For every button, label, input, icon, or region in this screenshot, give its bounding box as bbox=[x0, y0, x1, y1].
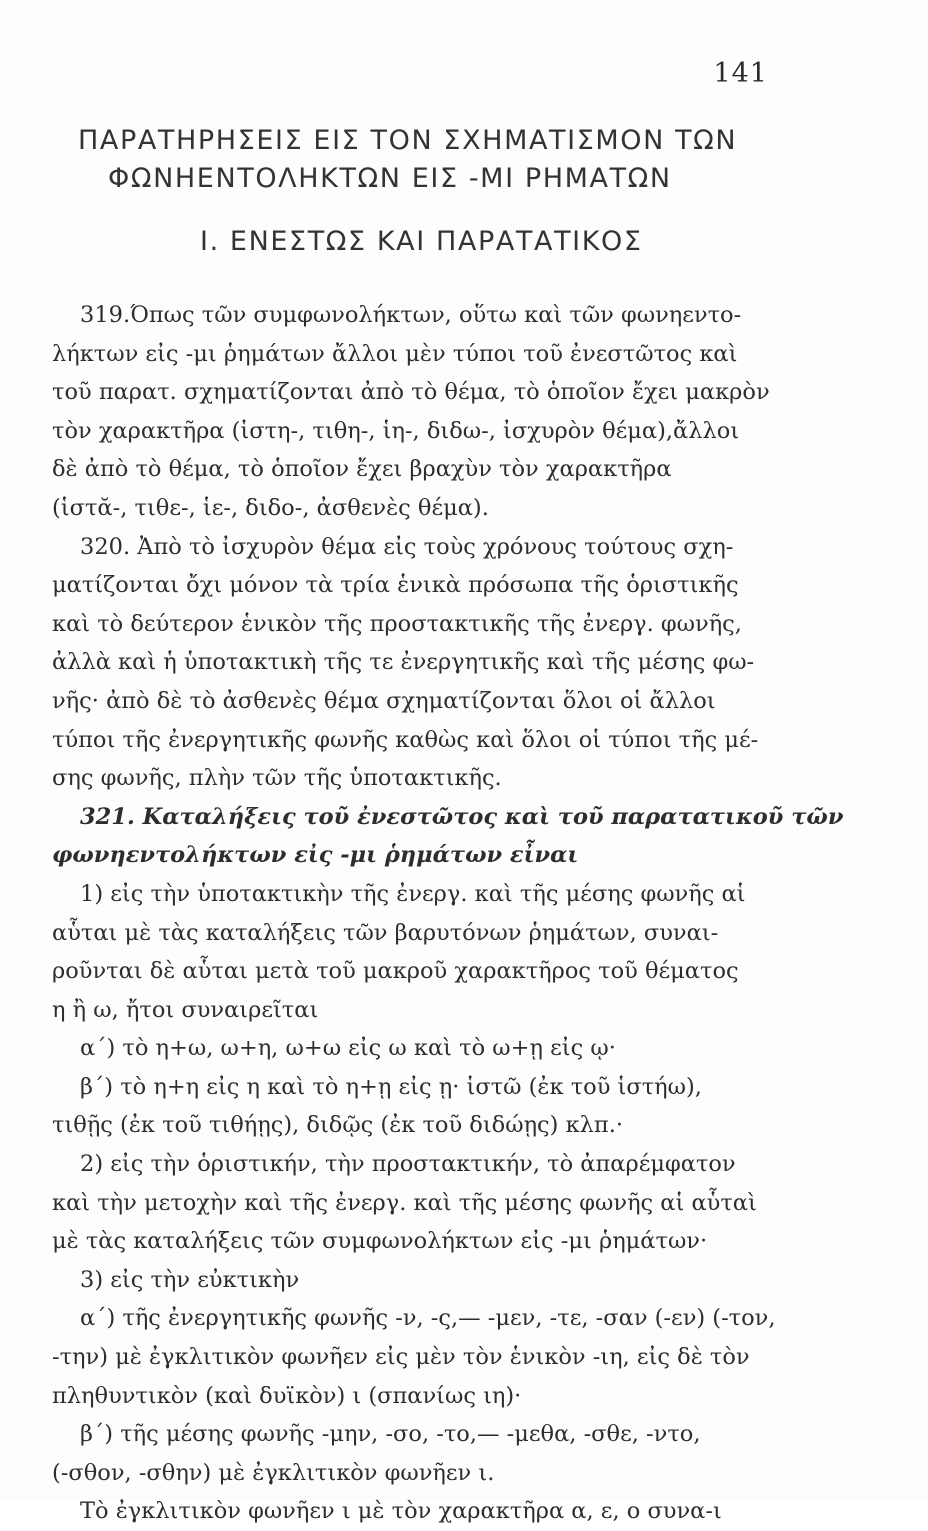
text-line: 2) εἰς τὴν ὁριστικήν, τὴν προστακτικήν, τὸ ἀπαρέμφατον bbox=[80, 1151, 736, 1178]
text-line: η ἢ ω, ἤτοι συναιρεῖται bbox=[52, 996, 319, 1023]
subsection-heading: φωνηεντολήκτων εἰς -μι ῥημάτων εἶναι bbox=[52, 842, 579, 869]
text-line: σης φωνῆς, πλὴν τῶν τῆς ὑποτακτικῆς. bbox=[52, 765, 502, 792]
text-line: καὶ τὴν μετοχὴν καὶ τῆς ἐνεργ. καὶ τῆς μέσης φωνῆς αἱ αὗταὶ bbox=[52, 1189, 757, 1216]
subsection-heading: 321. Καταλήξεις τοῦ ἐνεστῶτος καὶ τοῦ παρατατικοῦ τῶν bbox=[80, 803, 844, 830]
text-line: πληθυντικὸν (καὶ δυϊκὸν) ι (σπανίως ιη)· bbox=[52, 1382, 522, 1409]
text-line: β΄) τῆς μέσης φωνῆς -μην, -σο, -το,— -μεθα, -σθε, -ντο, bbox=[80, 1421, 701, 1448]
page-number: 141 bbox=[713, 58, 768, 89]
text-line: καὶ τὸ δεύτερον ἑνικὸν τῆς προστακτικῆς τῆς ἐνεργ. φωνῆς, bbox=[52, 610, 742, 637]
section-heading: Ι. ΕΝΕΣΤΩΣ ΚΑΙ ΠΑΡΑΤΑΤΙΚΟΣ bbox=[200, 226, 643, 257]
text-line: α΄) τῆς ἐνεργητικῆς φωνῆς -ν, -ς,— -μεν, -τε, -σαν (-εν) (-τον, bbox=[80, 1305, 776, 1332]
text-line: (-σθον, -σθην) μὲ ἐγκλιτικὸν φωνῆεν ι. bbox=[52, 1459, 495, 1486]
text-line: β΄) τὸ η+η εἰς η καὶ τὸ η+ῃ εἰς ῃ· ἱστῶ (ἐκ τοῦ ἱστήω), bbox=[80, 1073, 702, 1100]
text-line: τοῦ παρατ. σχηματίζονται ἀπὸ τὸ θέμα, τὸ ὁποῖον ἔχει μακρὸν bbox=[52, 379, 770, 406]
chapter-title-line-1: ΠΑΡΑΤΗΡΗΣΕΙΣ ΕΙΣ ΤΟΝ ΣΧΗΜΑΤΙΣΜΟΝ ΤΩΝ bbox=[78, 125, 738, 156]
text-line: Τὸ ἐγκλιτικὸν φωνῆεν ι μὲ τὸν χαρακτῆρα α, ε, ο συνα-ι bbox=[80, 1498, 722, 1525]
text-line: ἀλλὰ καὶ ἡ ὑποτακτικὴ τῆς τε ἐνεργητικῆς καὶ τῆς μέσης φω- bbox=[52, 649, 755, 676]
text-line: τιθῇς (ἐκ τοῦ τιθήῃς), διδῷς (ἐκ τοῦ διδώῃς) κλπ.· bbox=[52, 1112, 623, 1139]
text-line: δὲ ἀπὸ τὸ θέμα, τὸ ὁποῖον ἔχει βραχὺν τὸν χαρακτῆρα bbox=[52, 456, 672, 483]
text-line: νῆς· ἀπὸ δὲ τὸ ἀσθενὲς θέμα σχηματίζονται ὅλοι οἱ ἄλλοι bbox=[52, 687, 716, 714]
text-line: λήκτων εἰς -μι ῥημάτων ἄλλοι μὲν τύποι τοῦ ἐνεστῶτος καὶ bbox=[52, 340, 738, 367]
text-line: 319.Όπως τῶν συμφωνολήκτων, οὕτω καὶ τῶν φωνηεντο- bbox=[80, 302, 742, 328]
text-line: ροῦνται δὲ αὗται μετὰ τοῦ μακροῦ χαρακτῆρος τοῦ θέματος bbox=[52, 958, 739, 985]
text-line: τὸν χαρακτῆρα (ἱστη-, τιθη-, ἱη-, διδω-, ἰσχυρὸν θέμα),ἄλλοι bbox=[52, 417, 740, 444]
text-line: 3) εἰς τὴν εὐκτικὴν bbox=[80, 1266, 300, 1293]
text-line: μὲ τὰς καταλήξεις τῶν συμφωνολήκτων εἰς -μι ῥημάτων· bbox=[52, 1228, 708, 1255]
text-line: ματίζονται ὄχι μόνον τὰ τρία ἑνικὰ πρόσωπα τῆς ὁριστικῆς bbox=[52, 572, 739, 599]
text-line: α΄) τὸ η+ω, ω+η, ω+ω εἰς ω καὶ τὸ ω+ῃ εἰς ῳ· bbox=[80, 1035, 616, 1062]
text-line: 1) εἰς τὴν ὑποτακτικὴν τῆς ἐνεργ. καὶ τῆς μέσης φωνῆς αἱ bbox=[80, 880, 746, 907]
text-line: τύποι τῆς ἐνεργητικῆς φωνῆς καθὼς καὶ ὅλοι οἱ τύποι τῆς μέ- bbox=[52, 726, 759, 753]
text-line: 320. Ἀπὸ τὸ ἰσχυρὸν θέμα εἰς τοὺς χρόνους τούτους σχη- bbox=[80, 533, 734, 560]
chapter-title-line-2: ΦΩΝΗΕΝΤΟΛΗΚΤΩΝ ΕΙΣ -ΜΙ ΡΗΜΑΤΩΝ bbox=[108, 163, 672, 194]
text-line: (ἱστᾰ-, τιθε-, ἱε-, διδο-, ἀσθενὲς θέμα). bbox=[52, 494, 489, 521]
text-line: -την) μὲ ἐγκλιτικὸν φωνῆεν εἰς μὲν τὸν ἑνικὸν -ιη, εἰς δὲ τὸν bbox=[52, 1344, 750, 1371]
body-text bbox=[52, 296, 852, 1531]
text-line: αὗται μὲ τὰς καταλήξεις τῶν βαρυτόνων ῥημάτων, συναι- bbox=[52, 919, 719, 946]
